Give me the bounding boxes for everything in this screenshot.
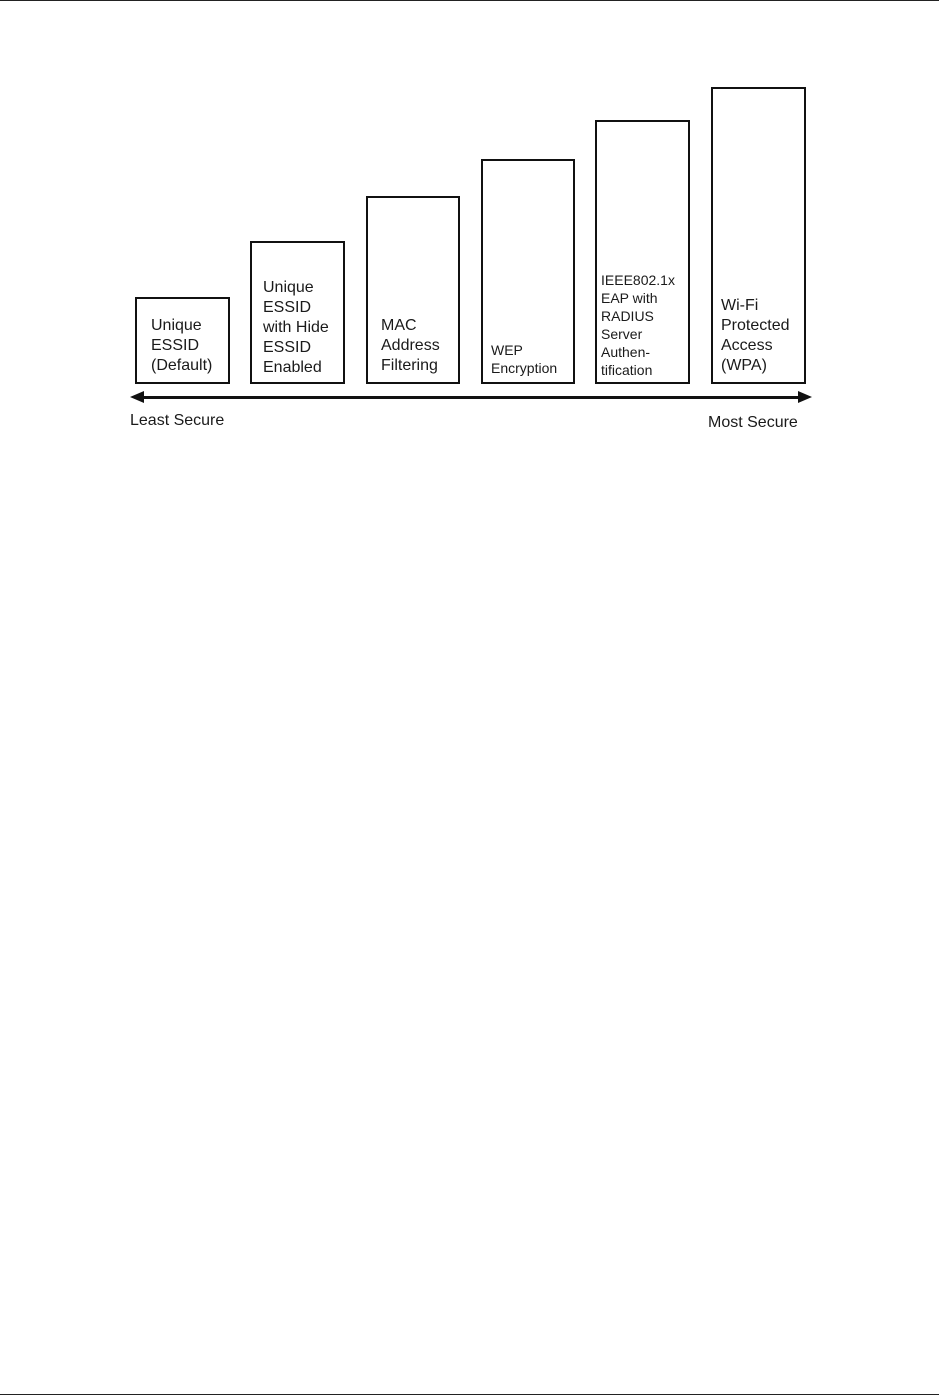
security-axis-line [140,396,802,399]
security-box-wep [481,159,575,384]
label-line: tification [601,362,653,378]
label-line: ESSID [151,337,200,354]
label-line: Protected [721,317,790,334]
label-line: Unique [151,317,202,334]
label-line: Unique [263,279,314,296]
label-line: EAP with [601,290,658,306]
security-box-label [381,316,440,376]
page-bottom-rule [0,1394,939,1395]
label-line: ESSID [263,339,312,356]
label-line: MAC [381,317,417,334]
security-box-label [263,278,329,378]
label-line: IEEE802.1x [601,272,675,288]
least-secure-label: Least Secure [130,412,225,429]
security-levels-diagram [0,0,939,460]
label-line: Filtering [381,357,438,374]
most-secure-label: Most Secure [708,414,798,431]
security-box-wpa [711,87,806,384]
security-box-mac-filtering [366,196,460,384]
security-box-label [601,271,675,379]
security-box-label [491,341,557,377]
security-box-hide-essid [250,241,345,384]
label-line: WEP [491,342,523,358]
label-line: Wi-Fi [721,297,759,314]
label-line: ESSID [263,299,312,316]
security-box-label [151,316,212,376]
security-box-label [721,296,789,376]
security-box-ieee8021x [595,120,690,384]
label-line: RADIUS [601,308,654,324]
security-box-unique-essid [135,297,230,384]
label-line: Access [721,337,773,354]
arrow-right-icon [798,391,812,403]
label-line: Enabled [263,359,322,376]
label-line: Encryption [491,360,558,376]
label-line: with Hide [263,319,329,336]
label-line: Server [601,326,643,342]
label-line: (Default) [151,357,213,374]
label-line: Address [381,337,440,354]
label-line: (WPA) [721,357,767,374]
label-line: Authen- [601,344,651,360]
